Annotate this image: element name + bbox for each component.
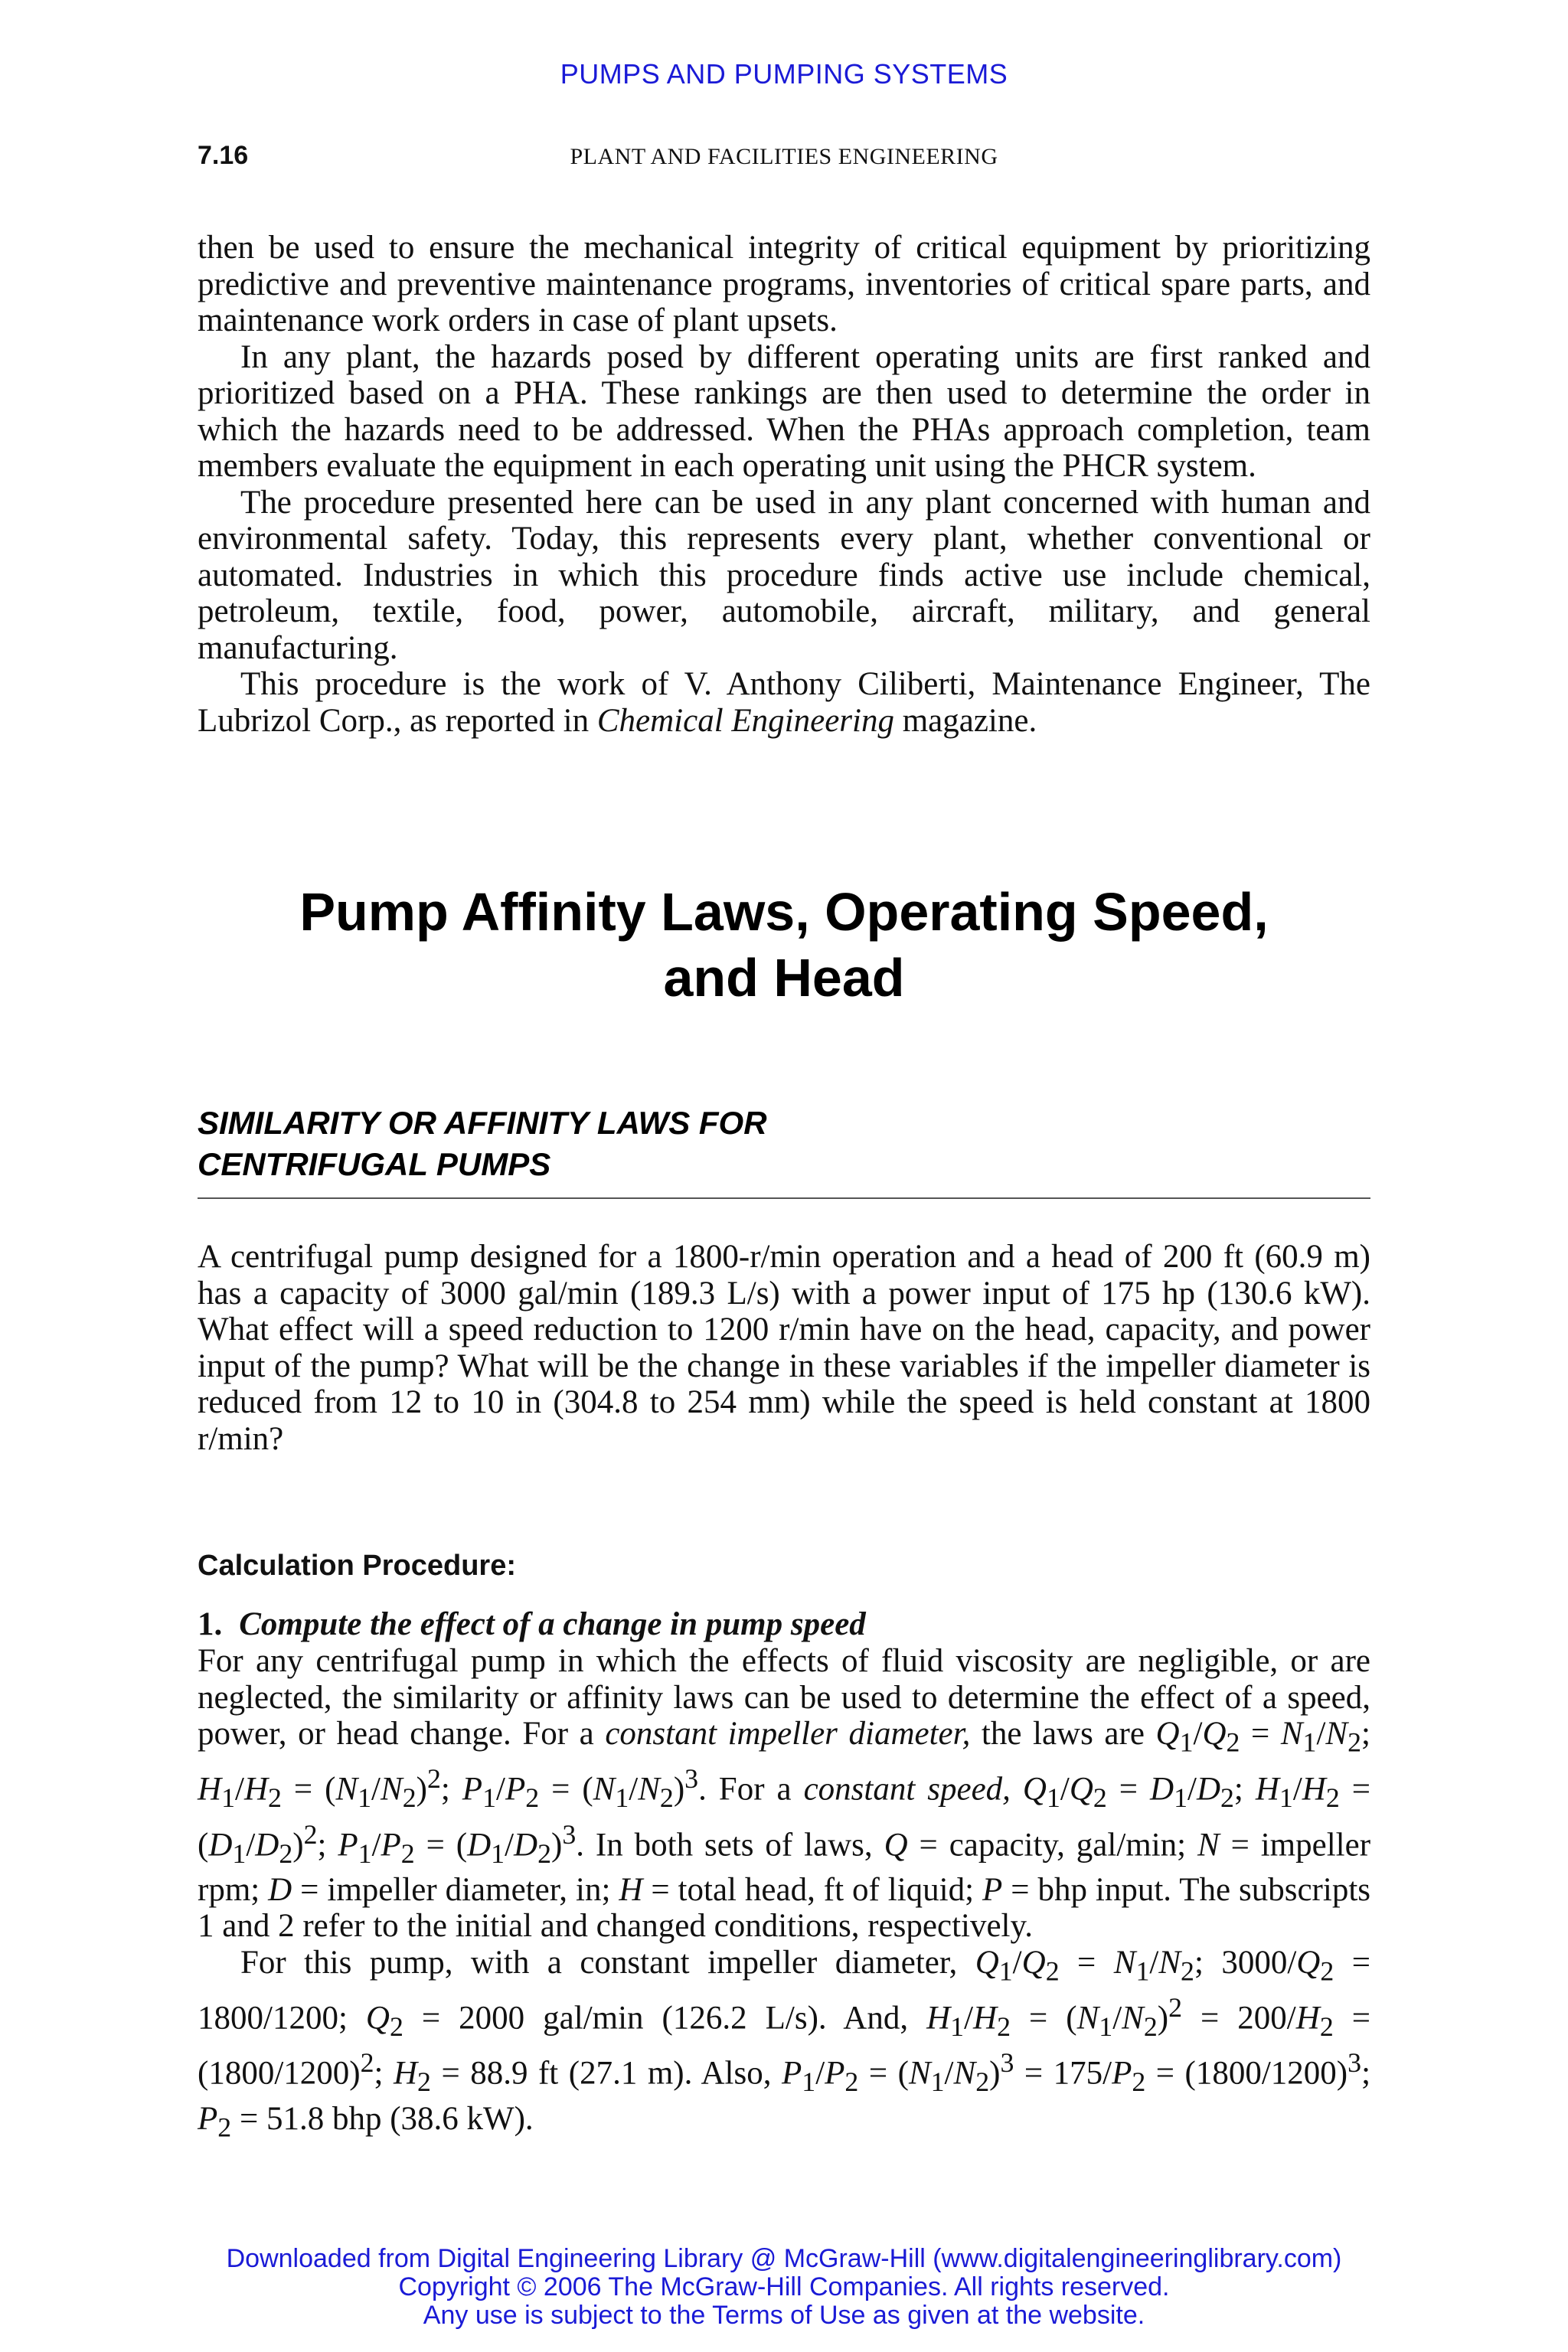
step-heading [198,1606,866,1643]
step-body [198,1643,1370,2146]
intro-paragraph: In any plant, the hazards posed by different operating units are first ranked and prioritized based on a PHA. These rankings are then used to determine the order in which the hazards need to be addressed. When the PHAs approach completion, team members evaluate the equipment in each operating unit using the PHCR system. [198,338,1370,484]
copyright-footer [0,2245,1568,2330]
calculation-procedure-heading: Calculation Procedure: [198,1550,516,1582]
terms-of-use-notice: Any use is subject to the Terms of Use as given at the website. [423,2301,1145,2330]
running-head [198,141,1370,175]
book-title: PLANT AND FACILITIES ENGINEERING [570,144,998,169]
intro-paragraph: The procedure presented here can be used in any plant concerned with human and environmental safety. Today, this represents every plant, whether conventional or automated. Industries in which this procedure finds active use include chemical, petroleum, textile, food, power, automobile, aircraft, military, and general manufacturing. [198,484,1370,666]
credit-text: This procedure is the work of V. Anthony Ciliberti, Maintenance Engineer, The Lubrizol Corp., as reported in [198,666,1370,739]
intro-paragraph: then be used to ensure the mechanical integrity of critical equipment by prioritizing predictive and preventive maintenance programs, inventories of critical spare parts, and maintenance work orders in case of plant upsets. [198,230,1370,338]
intro-section [198,230,1370,739]
step-number: 1. [198,1606,223,1642]
download-link[interactable]: Downloaded from Digital Engineering Library @ McGraw-Hill (www.digitalengineeringlibrary.com) [226,2244,1342,2273]
problem-statement [198,1239,1370,1457]
page-number: 7.16 [198,141,249,170]
copyright-notice: Copyright © 2006 The McGraw-Hill Companies. All rights reserved. [398,2272,1170,2301]
step-paragraph: For this pump, with a constant impeller diameter, $Q_1/Q_2 = N_1/N_2$; $3000/Q_2 = 1800/1200$; $Q_2 = 2000$ gal/min (126.2 L/s). And, $H_1/H_2 = (N_1/N_2)^2 = 200/H_2 = (1800/1200)^2$; $H_2 = 88.9$ ft (27.1 m). Also, $P_1/P_2 = (N_1/N_2)^3 = 175/P_2 = (1800/1200)^3$; $P_2 = 51.8$ bhp (38.6 kW). [198,1944,1371,2143]
section-heading-line1: SIMILARITY OR AFFINITY LAWS FOR [198,1105,767,1141]
step-title: Compute the effect of a change in pump speed [239,1606,866,1642]
step-paragraph: For any centrifugal pump in which the effects of fluid viscosity are negligible, or are neglected, the similarity or affinity laws can be used to determine the effect of a speed, power, or head change. For a constant impeller diameter, the laws are $Q_1/Q_2 = N_1/N_2$; $H_1/H_2 = (N_1/N_2)^2$; $P_1/P_2 = (N_1/N_2)^3$. For a constant speed, $Q_1/Q_2 = D_1/D_2$; $H_1/H_2 = (D_1/D_2)^2$; $P_1/P_2 = (D_1/D_2)^3$. In both sets of laws, Q = capacity, gal/min; N = impeller rpm; D = impeller diameter, in; H = total head, ft of liquid; P = bhp input. The subscripts 1 and 2 refer to the initial and changed conditions, respectively. [198,1643,1371,1945]
header-banner: PUMPS AND PUMPING SYSTEMS [560,58,1008,90]
section-heading-line2: CENTRIFUGAL PUMPS [198,1146,551,1182]
chapter-title [198,879,1370,1011]
credit-text-end: magazine. [893,702,1037,739]
magazine-name: Chemical Engineering [596,702,894,739]
credit-paragraph [198,666,1370,739]
chapter-title-line2: and Head [663,948,905,1008]
section-heading [198,1102,1370,1199]
problem-paragraph: A centrifugal pump designed for a 1800-r/min operation and a head of 200 ft (60.9 m) has a capacity of 3000 gal/min (189.3 L/s) with a power input of 175 hp (130.6 kW). What effect will a speed reduction to 1200 r/min have on the head, capacity, and power input of the pump? What will be the change in these variables if the impeller diameter is reduced from 12 to 10 in (304.8 to 254 mm) while the speed is held constant at 1800 r/min? [198,1239,1370,1457]
chapter-title-line1: Pump Affinity Laws, Operating Speed, [299,882,1269,942]
